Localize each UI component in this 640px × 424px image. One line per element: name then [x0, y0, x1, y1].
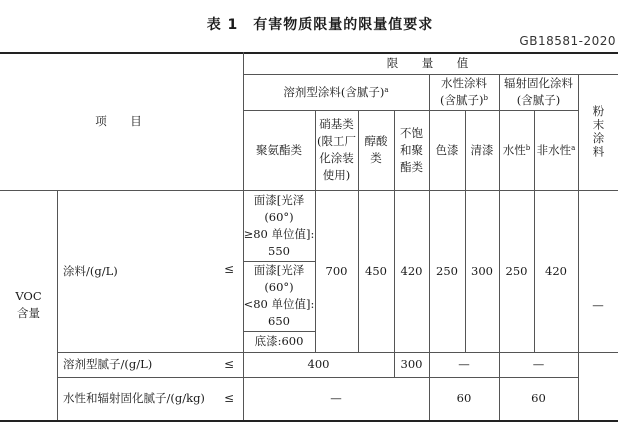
header-alkyd: 醇酸 类 [364, 134, 388, 165]
cell-putty-solvent-400: 400 [307, 357, 330, 371]
row-putty-water-label: 水性和辐射固化腻子/(g/kg) [63, 391, 205, 405]
le-sign: ≤ [224, 391, 235, 405]
header-waterborne: 水性 $^b$ [502, 142, 531, 157]
header-radiation-group: 辐射固化涂料 (含腻子) [504, 76, 573, 107]
cell-putty-solvent-radiation: — [532, 357, 545, 371]
header-solvent-group: 溶剂型涂料(含腻子) $^a$ [283, 84, 389, 99]
cell-coating-color: 250 [436, 263, 458, 278]
cell-coating-nonwater: 420 [545, 263, 567, 278]
header-nc: 硝基类 (限工厂 化涂装 使用) [317, 117, 356, 182]
cell-powder: — [592, 297, 604, 312]
le-sign: ≤ [224, 357, 235, 371]
header-powder: 粉末涂料 [591, 105, 606, 159]
header-unsat: 不饱 和聚 酯类 [400, 125, 423, 174]
cell-putty-water-solvent: — [330, 391, 342, 405]
cell-putty-water-water: 60 [456, 391, 472, 405]
standard-number: GB18581-2020 [519, 34, 616, 48]
cell-putty-solvent-water: — [458, 357, 470, 371]
row-putty-solvent-label: 溶剂型腻子/(g/L) [63, 357, 153, 371]
table-bottom-border [0, 420, 618, 422]
header-clear: 清漆 [470, 142, 494, 157]
header-water-group: 水性涂料 (含腻子)$^b$ [440, 76, 488, 107]
header-item: 项 目 [95, 113, 148, 128]
cell-putty-solvent-300: 300 [400, 357, 423, 371]
voc-label: VOC 含量 [15, 289, 42, 320]
row-coating-label: 涂料/(g/L) [63, 263, 118, 278]
header-color: 色漆 [435, 142, 459, 157]
cell-primer: 底漆:600 [254, 334, 304, 348]
cell-coating-unsat: 420 [400, 263, 423, 278]
header-pu: 聚氨酯类 [256, 142, 302, 157]
cell-coating-clear: 300 [471, 263, 493, 278]
cell-putty-water-radiation: 60 [531, 391, 546, 405]
cell-topcoat-high-gloss: 面漆[光泽 (60°) ≥80 单位值]: 550 [243, 192, 315, 258]
header-limit: 限 量 值 [386, 55, 475, 70]
header-nonwater: 非水性 $^a$ [536, 142, 576, 157]
cell-topcoat-low-gloss: 面漆[光泽 (60°) <80 单位值]: 650 [243, 263, 315, 328]
cell-coating-alkyd: 450 [365, 263, 387, 278]
le-sign: ≤ [224, 262, 235, 276]
cell-coating-nc: 700 [325, 263, 348, 278]
table-title: 表 1 有害物质限量的限量值要求 [206, 17, 434, 33]
cell-coating-waterborne: 250 [505, 263, 528, 278]
